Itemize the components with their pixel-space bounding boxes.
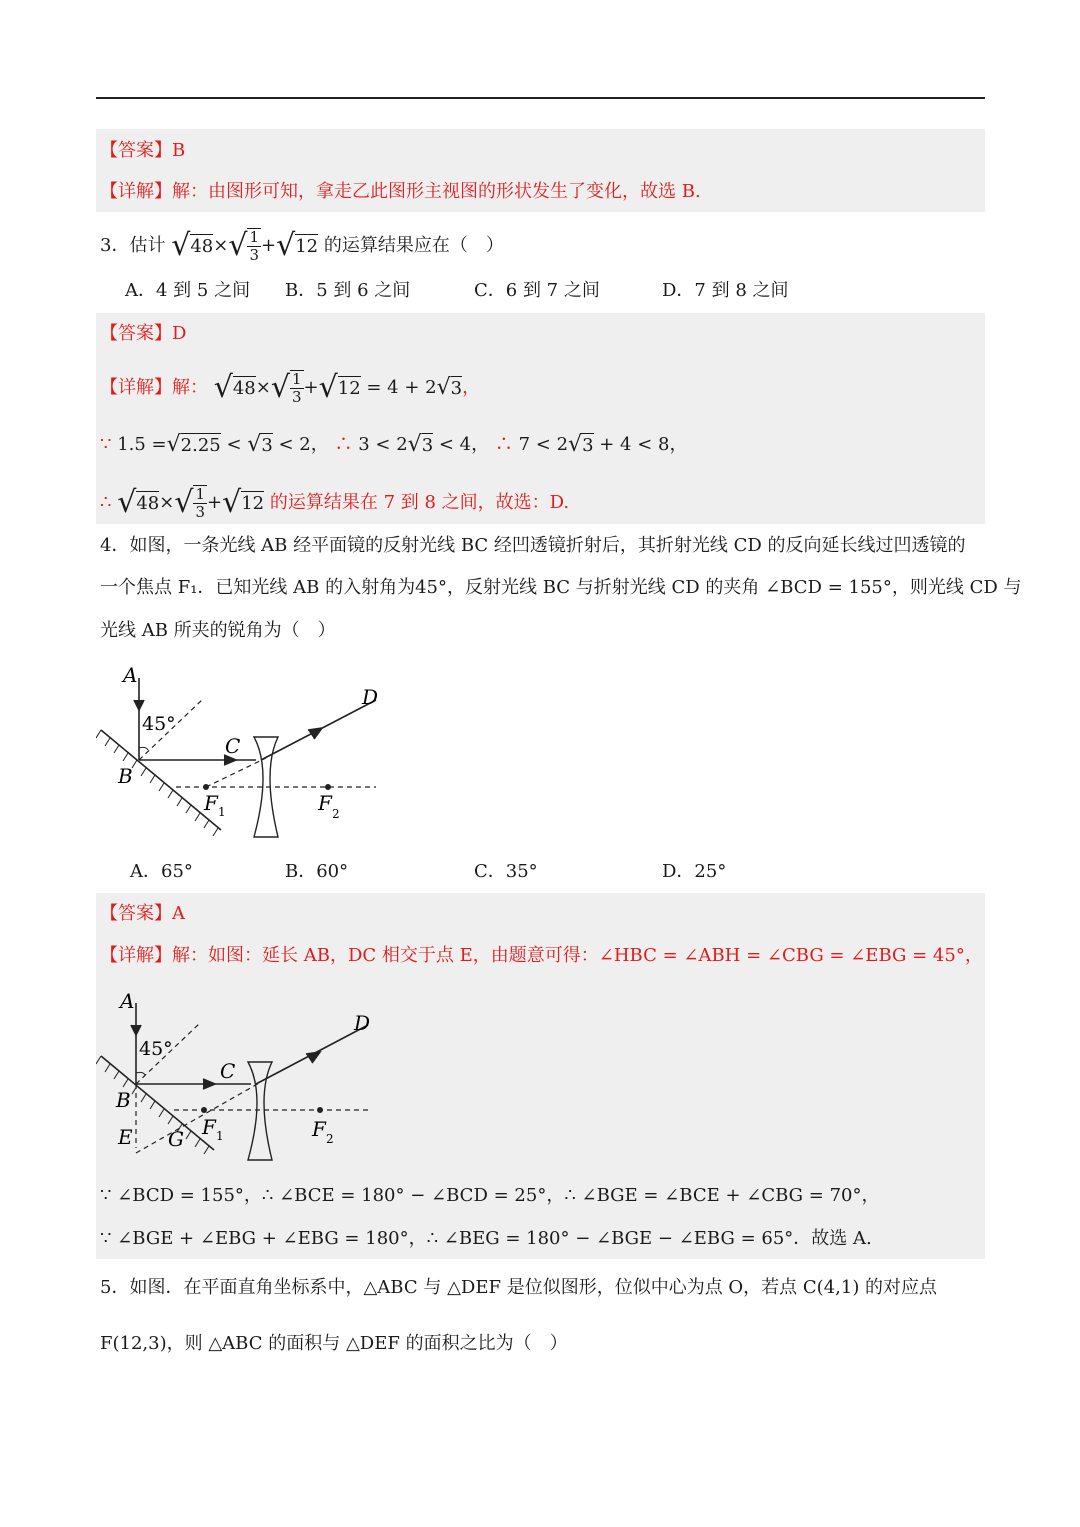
detail-q3-line3: ∴ √48×√ $\frac{1}{3}$ +√12 的运算结果在 7 到 8 之间，故选：D. [100,485,570,521]
svg-text:A: A [123,663,138,687]
question-3: 3．估计 √48×√ $\frac{1}{3}$ +√12 的运算结果应在（ ） [100,228,504,264]
svg-text:B: B [118,764,133,788]
svg-text:D: D [362,685,379,709]
option-4b: B．60° [285,861,349,882]
svg-text:C: C [220,1059,236,1083]
header-rule [96,97,985,99]
svg-text:F: F [202,1115,216,1139]
answer-q4: 【答案】A [100,903,185,924]
option-3b: B．5 到 6 之间 [285,280,411,301]
detail-q4-calc2: ∵ ∠BGE + ∠EBG + ∠EBG = 180°，∴ ∠BEG = 180° − ∠BGE − ∠EBG = 65°．故选 A. [100,1228,872,1249]
option-4c: C．35° [474,861,538,882]
optics-figure-1 [96,660,396,845]
svg-text:D: D [354,1011,371,1035]
question-5-line2: F(12,3)，则 △ABC 的面积与 △DEF 的面积之比为（ ） [100,1333,568,1354]
svg-text:A: A [120,989,135,1013]
svg-text:C: C [225,734,241,758]
svg-text:1: 1 [216,1129,224,1143]
svg-text:G: G [168,1127,184,1151]
detail-q4: 【详解】解：如图：延长 AB，DC 相交于点 E，由题意可得：∠HBC = ∠ABH = ∠CBG = ∠EBG = 45°， [100,945,983,966]
svg-text:2: 2 [326,1132,334,1146]
answer-q3: 【答案】D [100,323,187,344]
svg-text:1: 1 [218,805,226,819]
detail-q4-calc1: ∵ ∠BCD = 155°，∴ ∠BCE = 180° − ∠BCD = 25°，∴ ∠BGE = ∠BCE + ∠CBG = 70°， [100,1185,880,1206]
option-3d: D．7 到 8 之间 [662,280,789,301]
svg-text:F: F [204,791,218,815]
svg-text:E: E [118,1125,133,1149]
option-3a: A．4 到 5 之间 [125,280,251,301]
detail-q3-line1: 【详解】解： √48×√ $\frac{1}{3}$ +√12 = 4 + 2√3， [100,370,481,406]
detail-q3-line2: ∵ 1.5 =√2.25 < √3 < 2， ∴ 3 < 2√3 < 4， ∴ 7 < 2√3 + 4 < 8， [100,432,688,457]
question-5-line1: 5．如图．在平面直角坐标系中，△ABC 与 △DEF 是位似图形，位似中心为点 O，若点 C(4,1) 的对应点 [100,1277,938,1298]
detail-q2: 【详解】解：由图形可知，拿走乙此图形主视图的形状发生了变化，故选 B. [100,181,701,202]
svg-text:45°: 45° [142,713,176,735]
answer-q2: 【答案】B [100,140,186,161]
optics-figure-2 [96,988,386,1168]
svg-text:F: F [312,1117,326,1141]
option-4d: D．25° [662,861,727,882]
svg-text:2: 2 [332,807,340,821]
question-4-line2: 一个焦点 F₁．已知光线 AB 的入射角为45°，反射光线 BC 与折射光线 CD 的夹角 ∠BCD = 155°，则光线 CD 与 [100,577,1022,598]
option-4a: A．65° [130,861,193,882]
svg-text:45°: 45° [139,1038,173,1060]
svg-text:B: B [116,1088,131,1112]
option-3c: C．6 到 7 之间 [474,280,600,301]
question-4-line3: 光线 AB 所夹的锐角为（ ） [100,620,336,641]
svg-text:F: F [318,791,332,815]
question-4-line1: 4．如图，一条光线 AB 经平面镜的反射光线 BC 经凹透镜折射后，其折射光线 CD 的反向延长线过凹透镜的 [100,535,966,556]
